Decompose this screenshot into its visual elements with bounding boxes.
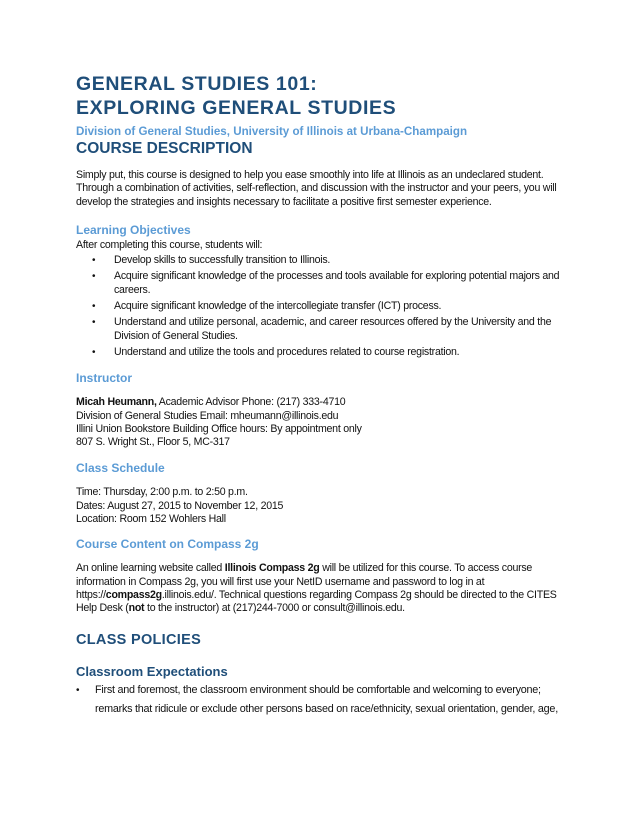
instructor-line2: Division of General Studies Email: mheumann@illinois.edu <box>76 409 339 422</box>
list-item: • First and foremost, the classroom environment should be comfortable and welcoming to everyone; remarks that ridicule or exclude other persons based on race/ethnicity, sexual orientation, gender, age, <box>95 681 572 719</box>
class-schedule-block <box>76 486 572 526</box>
instructor-heading: Instructor <box>76 371 133 386</box>
syllabus-page <box>76 72 572 719</box>
schedule-dates: Dates: August 27, 2015 to November 12, 2015 <box>76 499 284 512</box>
learning-objectives-heading: Learning Objectives <box>76 222 191 237</box>
instructor-line3: Illini Union Bookstore Building Office hours: By appointment only <box>76 422 362 435</box>
classroom-expectations-heading: Classroom Expectations <box>76 663 228 679</box>
instructor-line4: 807 S. Wright St., Floor 5, MC-317 <box>76 436 230 449</box>
list-item: • Acquire significant knowledge of the processes and tools available for exploring potential majors and careers. <box>92 270 560 296</box>
bullet-icon: • <box>76 684 80 696</box>
division-subtitle: Division of General Studies, University of Illinois at Urbana-Champaign <box>76 125 468 138</box>
instructor-name: Micah Heumann, <box>76 396 157 409</box>
learning-objectives-list <box>76 254 572 359</box>
course-title-line1: GENERAL STUDIES 101: <box>76 73 318 95</box>
compass-text: An online learning website called Illinois Compass 2g will be utilized for this course. To access course information in Compass 2g, you will first use your NetID username and password to log in at https://compass2g.illinois.edu/. Technical questions regarding Compass 2g should be directed to the CITES Help Desk (not to the instructor) at (217)244-7000 or consult@illinois.edu. <box>76 562 557 615</box>
list-item: • Understand and utilize the tools and procedures related to course registration. <box>92 345 460 358</box>
list-item: • Acquire significant knowledge of the intercollegiate transfer (ICT) process. <box>92 300 442 313</box>
course-title-line2: EXPLORING GENERAL STUDIES <box>76 97 397 119</box>
schedule-location: Location: Room 152 Wohlers Hall <box>76 513 226 526</box>
instructor-line1: Academic Advisor Phone: (217) 333-4710 <box>156 396 346 409</box>
bullet-icon: • <box>92 255 96 267</box>
bullet-icon: • <box>92 301 96 313</box>
course-description-text: Simply put, this course is designed to help you ease smoothly into life at Illinois as an undeclared student. Through a combination of activities, self-reflection, and discussion with the instructor and your peers, you will develop the strategies and insights necessary to facilitate a positive first semester experience. <box>76 169 557 208</box>
classroom-expectations-list <box>76 681 572 719</box>
compass-heading: Course Content on Compass 2g <box>76 537 259 552</box>
bullet-icon: • <box>92 346 96 358</box>
learning-objectives-intro: After completing this course, students will: <box>76 238 263 251</box>
bullet-icon: • <box>92 317 96 329</box>
class-schedule-heading: Class Schedule <box>76 461 165 476</box>
instructor-block <box>76 396 572 449</box>
schedule-time: Time: Thursday, 2:00 p.m. to 2:50 p.m. <box>76 486 248 499</box>
class-policies-heading: CLASS POLICIES <box>76 631 202 648</box>
bullet-icon: • <box>92 271 96 283</box>
course-description-heading: COURSE DESCRIPTION <box>76 140 253 157</box>
list-item: • Understand and utilize personal, academic, and career resources offered by the University and the Division of General Studies. <box>92 316 552 342</box>
list-item: • Develop skills to successfully transition to Illinois. <box>92 254 331 267</box>
